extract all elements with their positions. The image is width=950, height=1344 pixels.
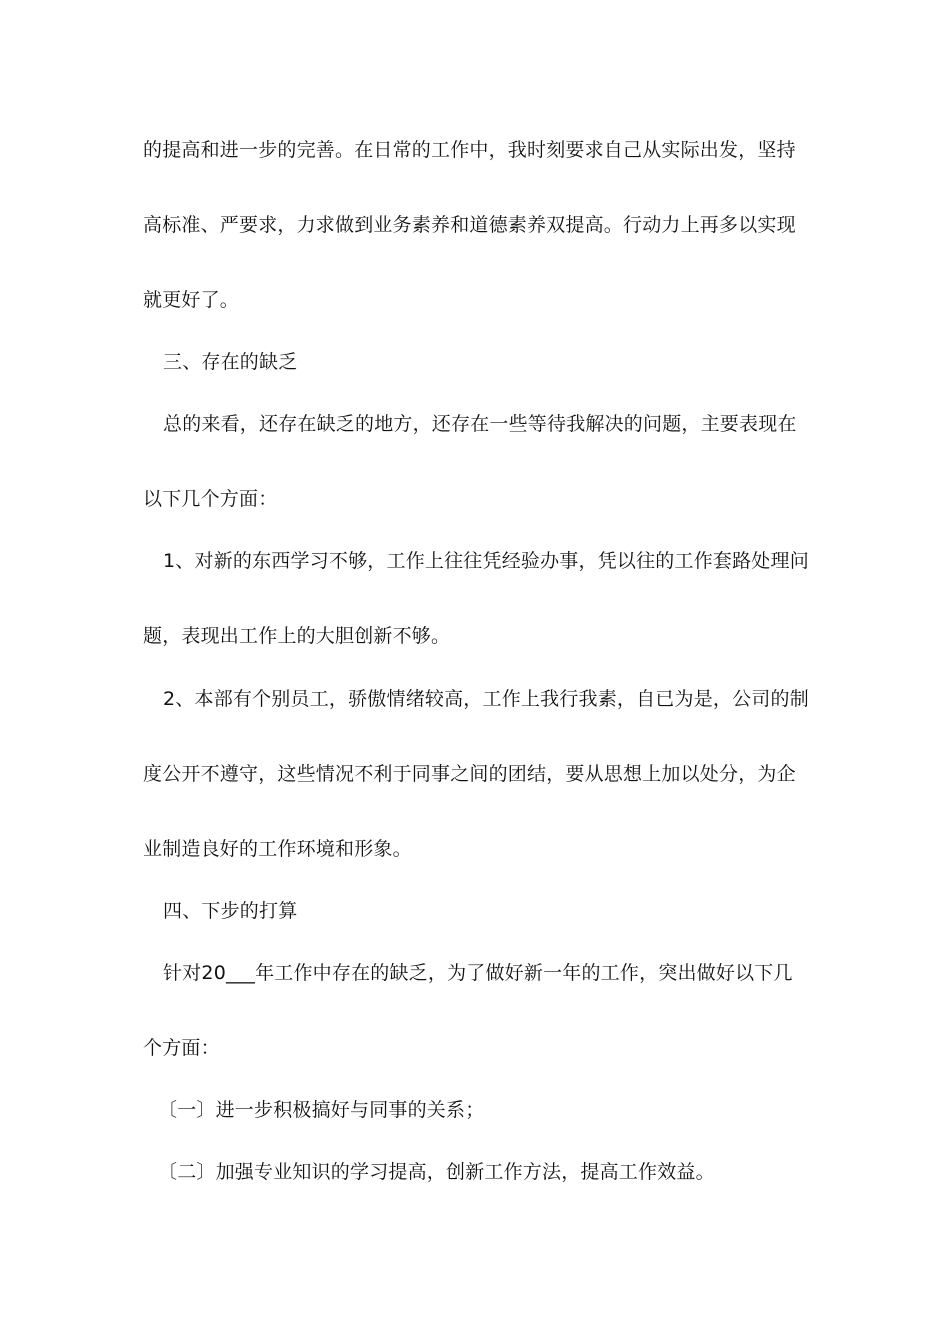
list-item-line: 题，表现出工作上的大胆创新不够。 — [143, 625, 451, 647]
paragraph-line: 就更好了。 — [143, 289, 240, 311]
list-item-line: 度公开不遵守，这些情况不利于同事之间的团结，要从思想上加以处分，为企 — [143, 763, 796, 785]
list-item-line: 1、对新的东西学习不够，工作上往往凭经验办事，凭以往的工作套路处理问 — [163, 550, 809, 572]
list-item-line: 2、本部有个别员工，骄傲情绪较高，工作上我行我素，自已为是，公司的制 — [163, 688, 809, 710]
list-item-line: 〔二〕加强专业知识的学习提高，创新工作方法，提高工作效益。 — [158, 1161, 715, 1183]
paragraph-line: 针对20___年工作中存在的缺乏，为了做好新一年的工作，突出做好以下几 — [163, 962, 793, 984]
list-item-line: 业制造良好的工作环境和形象。 — [143, 838, 412, 860]
paragraph-line: 总的来看，还存在缺乏的地方，还存在一些等待我解决的问题，主要表现在 — [163, 413, 797, 435]
section-heading: 三、存在的缺乏 — [163, 351, 298, 373]
paragraph-line: 高标准、严要求，力求做到业务素养和道德素养双提高。行动力上再多以实现 — [143, 214, 796, 236]
paragraph-line: 个方面： — [143, 1037, 220, 1059]
paragraph-line: 的提高和进一步的完善。在日常的工作中，我时刻要求自己从实际出发，坚持 — [143, 139, 796, 161]
list-item-line: 〔一〕进一步积极搞好与同事的关系； — [158, 1099, 485, 1121]
section-heading: 四、下步的打算 — [163, 900, 298, 922]
paragraph-line: 以下几个方面： — [143, 488, 278, 510]
